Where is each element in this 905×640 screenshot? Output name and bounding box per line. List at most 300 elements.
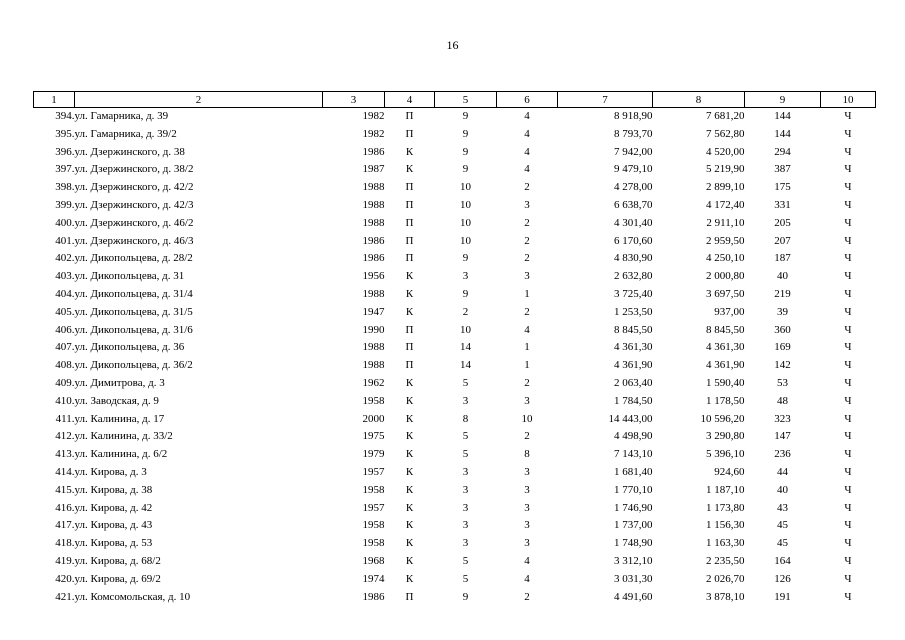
entrances-cell: 2 [524,252,530,265]
residents-cell: 205 [774,216,791,229]
wall-type-cell: К [405,394,414,407]
address-cell: ул. Кирова, д. 42 [74,501,153,514]
wall-type-cell: К [405,448,414,461]
living-area-cell: 10 596,20 [700,412,745,425]
category-cell: Ч [844,465,852,478]
year-cell: 1958 [362,394,385,407]
total-area-cell: 2 632,80 [614,270,653,283]
header-cell: 8 [653,92,745,108]
living-area-cell: 8 845,50 [706,323,745,336]
living-area-cell: 2 235,50 [706,554,745,567]
year-cell: 1982 [362,110,385,122]
residents-cell: 53 [777,376,788,389]
living-area-cell: 4 361,90 [706,359,745,372]
entrances-cell: 3 [524,537,530,550]
entrances-cell: 1 [524,359,530,372]
row-number-cell: 420. [55,572,75,585]
residents-cell: 331 [774,198,791,211]
address-cell: ул. Гамарника, д. 39/2 [74,127,177,140]
header-cell: 9 [745,92,821,108]
living-area-cell: 7 562,80 [706,127,745,140]
entrances-cell: 4 [524,110,530,122]
floors-cell: 5 [462,376,469,389]
category-cell: Ч [844,376,852,389]
residents-cell: 39 [777,305,788,318]
address-cell: ул. Гамарника, д. 39 [74,110,169,122]
living-area-cell: 1 173,80 [706,501,745,514]
category-cell: Ч [844,110,852,122]
floors-cell: 3 [462,483,469,496]
row-number-cell: 405. [55,305,75,318]
address-cell: ул. Калинина, д. 17 [74,412,165,425]
address-cell: ул. Димитрова, д. 3 [74,376,165,389]
year-cell: 1988 [362,359,385,372]
category-cell: Ч [844,554,852,567]
address-cell: ул. Дзержинского, д. 46/2 [74,216,194,229]
total-area-cell: 1 748,90 [614,537,653,550]
residents-cell: 142 [774,359,791,372]
category-cell: Ч [844,590,852,603]
entrances-cell: 2 [524,181,530,194]
entrances-cell: 3 [524,270,530,283]
address-cell: ул. Дикопольцева, д. 31/5 [74,305,193,318]
header-cell: 6 [497,92,558,108]
wall-type-cell: П [405,359,414,372]
table-row [34,375,876,393]
category-cell: Ч [844,394,852,407]
address-cell: ул. Дзержинского, д. 42/3 [74,198,194,211]
wall-type-cell: П [405,198,414,211]
year-cell: 1982 [362,127,385,140]
table-row [34,446,876,464]
entrances-cell: 2 [524,376,530,389]
floors-cell: 10 [460,234,471,247]
table-row [34,571,876,589]
wall-type-cell: К [405,519,414,532]
row-number-cell: 415. [55,483,75,496]
address-cell: ул. Дзержинского, д. 42/2 [74,181,194,194]
residents-cell: 45 [777,519,788,532]
row-number-cell: 413. [55,448,75,461]
table-row [34,233,876,251]
address-cell: ул. Кирова, д. 53 [74,537,153,550]
entrances-cell: 3 [524,501,530,514]
address-cell: ул. Дикопольцева, д. 31/6 [74,323,193,336]
wall-type-cell: П [405,323,414,336]
living-area-cell: 2 000,80 [706,270,745,283]
table-row [34,250,876,268]
residents-cell: 40 [777,483,788,496]
living-area-cell: 1 163,30 [706,537,745,550]
row-number-cell: 403. [55,270,75,283]
wall-type-cell: П [405,590,414,603]
entrances-cell: 3 [524,394,530,407]
year-cell: 1988 [362,198,385,211]
entrances-cell: 1 [524,287,530,300]
residents-cell: 219 [774,287,791,300]
row-number-cell: 411. [55,412,75,425]
wall-type-cell: К [405,483,414,496]
year-cell: 1988 [362,181,385,194]
year-cell: 1974 [362,572,385,585]
total-area-cell: 1 746,90 [614,501,653,514]
table-row [34,589,876,607]
header-cell: 10 [821,92,876,108]
floors-cell: 3 [462,465,469,478]
row-number-cell: 404. [55,287,75,300]
table-row [34,482,876,500]
total-area-cell: 8 793,70 [614,127,653,140]
wall-type-cell: К [405,270,414,283]
category-cell: Ч [844,287,852,300]
floors-cell: 9 [462,145,469,158]
header-cell: 1 [34,92,75,108]
wall-type-cell: К [405,501,414,514]
page-number: 16 [446,38,459,52]
residents-cell: 43 [777,501,788,514]
floors-cell: 5 [462,554,469,567]
entrances-cell: 1 [524,341,530,354]
living-area-cell: 7 681,20 [706,110,745,122]
total-area-cell: 9 479,10 [614,163,653,176]
floors-cell: 10 [460,216,471,229]
category-cell: Ч [844,234,852,247]
table-row [34,322,876,340]
wall-type-cell: П [405,110,414,122]
residents-cell: 187 [774,252,791,265]
row-number-cell: 399. [55,198,75,211]
living-area-cell: 3 290,80 [706,430,745,443]
living-area-cell: 4 520,00 [706,145,745,158]
row-number-cell: 406. [55,323,75,336]
floors-cell: 10 [460,181,471,194]
total-area-cell: 3 725,40 [614,287,653,300]
address-cell: ул. Дикопольцева, д. 36/2 [74,359,193,372]
table-row [34,108,876,126]
floors-cell: 3 [462,270,469,283]
address-cell: ул. Дзержинского, д. 38 [74,145,185,158]
living-area-cell: 1 590,40 [706,376,745,389]
total-area-cell: 4 491,60 [614,590,653,603]
table-row [34,126,876,144]
wall-type-cell: П [405,234,414,247]
address-cell: ул. Кирова, д. 38 [74,483,153,496]
wall-type-cell: К [405,572,414,585]
residents-cell: 387 [774,163,791,176]
residents-cell: 126 [774,572,791,585]
category-cell: Ч [844,216,852,229]
floors-cell: 9 [462,287,469,300]
row-number-cell: 419. [55,554,75,567]
category-cell: Ч [844,519,852,532]
residents-cell: 40 [777,270,788,283]
entrances-cell: 2 [524,430,530,443]
floors-cell: 3 [462,519,469,532]
row-number-cell: 421. [55,590,75,603]
header-cell: 3 [323,92,385,108]
table-row [34,304,876,322]
wall-type-cell: П [405,341,414,354]
floors-cell: 14 [460,359,471,372]
entrances-cell: 2 [524,305,530,318]
floors-cell: 9 [462,127,469,140]
residents-cell: 191 [774,590,791,603]
table-row [34,144,876,162]
residents-cell: 45 [777,537,788,550]
table-row [34,161,876,179]
table-row [34,286,876,304]
table-row [34,179,876,197]
floors-cell: 3 [462,394,469,407]
row-number-cell: 417. [55,519,75,532]
category-cell: Ч [844,127,852,140]
row-number-cell: 394. [55,110,75,122]
entrances-cell: 8 [524,448,530,461]
total-area-cell: 8 845,50 [614,323,653,336]
entrances-cell: 3 [524,198,530,211]
total-area-cell: 1 784,50 [614,394,653,407]
floors-cell: 10 [460,198,471,211]
row-number-cell: 414. [55,465,75,478]
category-cell: Ч [844,501,852,514]
address-cell: ул. Комсомольская, д. 10 [74,590,191,603]
floors-cell: 5 [462,572,469,585]
entrances-cell: 4 [524,554,530,567]
total-area-cell: 4 301,40 [614,216,653,229]
entrances-cell: 4 [524,323,530,336]
table-row [34,339,876,357]
category-cell: Ч [844,448,852,461]
living-area-cell: 924,60 [714,465,745,478]
year-cell: 1988 [362,216,385,229]
address-cell: ул. Кирова, д. 68/2 [74,554,161,567]
wall-type-cell: К [405,305,414,318]
row-number-cell: 409. [55,376,75,389]
residents-cell: 147 [774,430,791,443]
living-area-cell: 3 878,10 [706,590,745,603]
total-area-cell: 4 498,90 [614,430,653,443]
living-area-cell: 3 697,50 [706,287,745,300]
entrances-cell: 3 [524,465,530,478]
wall-type-cell: П [405,181,414,194]
category-cell: Ч [844,198,852,211]
wall-type-cell: К [405,412,414,425]
wall-type-cell: П [405,216,414,229]
address-cell: ул. Дзержинского, д. 46/3 [74,234,194,247]
row-number-cell: 402. [55,252,75,265]
address-cell: ул. Дзержинского, д. 38/2 [74,163,194,176]
year-cell: 1957 [362,501,385,514]
entrances-cell: 4 [524,572,530,585]
year-cell: 1958 [362,537,385,550]
year-cell: 2000 [362,412,385,425]
entrances-cell: 4 [524,127,530,140]
table-row [34,411,876,429]
category-cell: Ч [844,537,852,550]
address-cell: ул. Калинина, д. 6/2 [74,448,168,461]
total-area-cell: 8 918,90 [614,110,653,122]
total-area-cell: 1 737,00 [614,519,653,532]
year-cell: 1988 [362,287,385,300]
row-number-cell: 410. [55,394,75,407]
living-area-cell: 937,00 [714,305,745,318]
category-cell: Ч [844,270,852,283]
residents-cell: 236 [774,448,791,461]
living-area-cell: 1 156,30 [706,519,745,532]
table-row [34,517,876,535]
year-cell: 1968 [362,554,385,567]
total-area-cell: 1 681,40 [614,465,653,478]
floors-cell: 14 [460,341,471,354]
living-area-cell: 4 250,10 [706,252,745,265]
wall-type-cell: К [405,554,414,567]
entrances-cell: 3 [524,519,530,532]
category-cell: Ч [844,252,852,265]
entrances-cell: 2 [524,590,530,603]
residents-cell: 144 [774,110,791,122]
row-number-cell: 401. [55,234,75,247]
residents-cell: 175 [774,181,791,194]
row-number-cell: 397. [55,163,75,176]
category-cell: Ч [844,572,852,585]
floors-cell: 3 [462,501,469,514]
table-row [34,268,876,286]
row-number-cell: 395. [55,127,75,140]
total-area-cell: 4 361,30 [614,341,653,354]
category-cell: Ч [844,412,852,425]
year-cell: 1962 [362,376,385,389]
residents-cell: 48 [777,394,788,407]
living-area-cell: 2 911,10 [706,216,745,229]
living-area-cell: 2 026,70 [706,572,745,585]
address-cell: ул. Кирова, д. 43 [74,519,153,532]
floors-cell: 9 [462,252,469,265]
wall-type-cell: К [405,145,414,158]
living-area-cell: 5 396,10 [706,448,745,461]
table-row [34,215,876,233]
floors-cell: 2 [462,305,469,318]
address-cell: ул. Калинина, д. 33/2 [74,430,173,443]
row-number-cell: 416. [55,501,75,514]
address-cell: ул. Кирова, д. 69/2 [74,572,161,585]
address-cell: ул. Дикопольцева, д. 31/4 [74,287,193,300]
header-cell: 4 [385,92,435,108]
living-area-cell: 5 219,90 [706,163,745,176]
year-cell: 1947 [362,305,385,318]
year-cell: 1957 [362,465,385,478]
total-area-cell: 1 253,50 [614,305,653,318]
category-cell: Ч [844,163,852,176]
wall-type-cell: П [405,252,414,265]
row-number-cell: 400. [55,216,75,229]
year-cell: 1979 [362,448,385,461]
row-number-cell: 396. [55,145,75,158]
address-cell: ул. Дикопольцева, д. 31 [74,270,185,283]
year-cell: 1988 [362,341,385,354]
living-area-cell: 4 172,40 [706,198,745,211]
living-area-cell: 4 361,30 [706,341,745,354]
total-area-cell: 2 063,40 [614,376,653,389]
floors-cell: 5 [462,430,469,443]
total-area-cell: 14 443,00 [608,412,653,425]
category-cell: Ч [844,430,852,443]
category-cell: Ч [844,145,852,158]
address-cell: ул. Заводская, д. 9 [74,394,159,407]
housing-table [33,91,876,606]
category-cell: Ч [844,305,852,318]
table-row [34,428,876,446]
living-area-cell: 1 187,10 [706,483,745,496]
residents-cell: 144 [774,127,791,140]
table-row [34,357,876,375]
total-area-cell: 7 143,10 [614,448,653,461]
header-row [34,92,876,108]
wall-type-cell: К [405,376,414,389]
wall-type-cell: К [405,163,414,176]
year-cell: 1986 [362,252,385,265]
address-cell: ул. Дикопольцева, д. 28/2 [74,252,193,265]
year-cell: 1986 [362,234,385,247]
year-cell: 1986 [362,590,385,603]
category-cell: Ч [844,323,852,336]
wall-type-cell: К [405,537,414,550]
floors-cell: 9 [462,590,469,603]
wall-type-cell: К [405,430,414,443]
floors-cell: 9 [462,163,469,176]
category-cell: Ч [844,483,852,496]
year-cell: 1958 [362,519,385,532]
total-area-cell: 6 170,60 [614,234,653,247]
header-cell: 2 [75,92,323,108]
living-area-cell: 2 959,50 [706,234,745,247]
table-row [34,535,876,553]
entrances-cell: 10 [521,412,533,425]
floors-cell: 5 [462,448,469,461]
category-cell: Ч [844,181,852,194]
table-row [34,197,876,215]
living-area-cell: 1 178,50 [706,394,745,407]
total-area-cell: 7 942,00 [614,145,653,158]
wall-type-cell: К [405,287,414,300]
row-number-cell: 412. [55,430,75,443]
entrances-cell: 4 [524,163,530,176]
row-number-cell: 398. [55,181,75,194]
address-cell: ул. Дикопольцева, д. 36 [74,341,185,354]
year-cell: 1958 [362,483,385,496]
category-cell: Ч [844,341,852,354]
residents-cell: 294 [774,145,791,158]
table-row [34,393,876,411]
table-row [34,553,876,571]
entrances-cell: 3 [524,483,530,496]
total-area-cell: 4 278,00 [614,181,653,194]
residents-cell: 207 [774,234,791,247]
total-area-cell: 6 638,70 [614,198,653,211]
living-area-cell: 2 899,10 [706,181,745,194]
year-cell: 1986 [362,145,385,158]
year-cell: 1987 [362,163,385,176]
floors-cell: 8 [462,412,469,425]
entrances-cell: 2 [524,234,530,247]
floors-cell: 3 [462,537,469,550]
header-cell: 7 [558,92,653,108]
row-number-cell: 408. [55,359,75,372]
table-body [34,108,876,607]
residents-cell: 164 [774,554,791,567]
category-cell: Ч [844,359,852,372]
row-number-cell: 407. [55,341,75,354]
residents-cell: 323 [774,412,791,425]
